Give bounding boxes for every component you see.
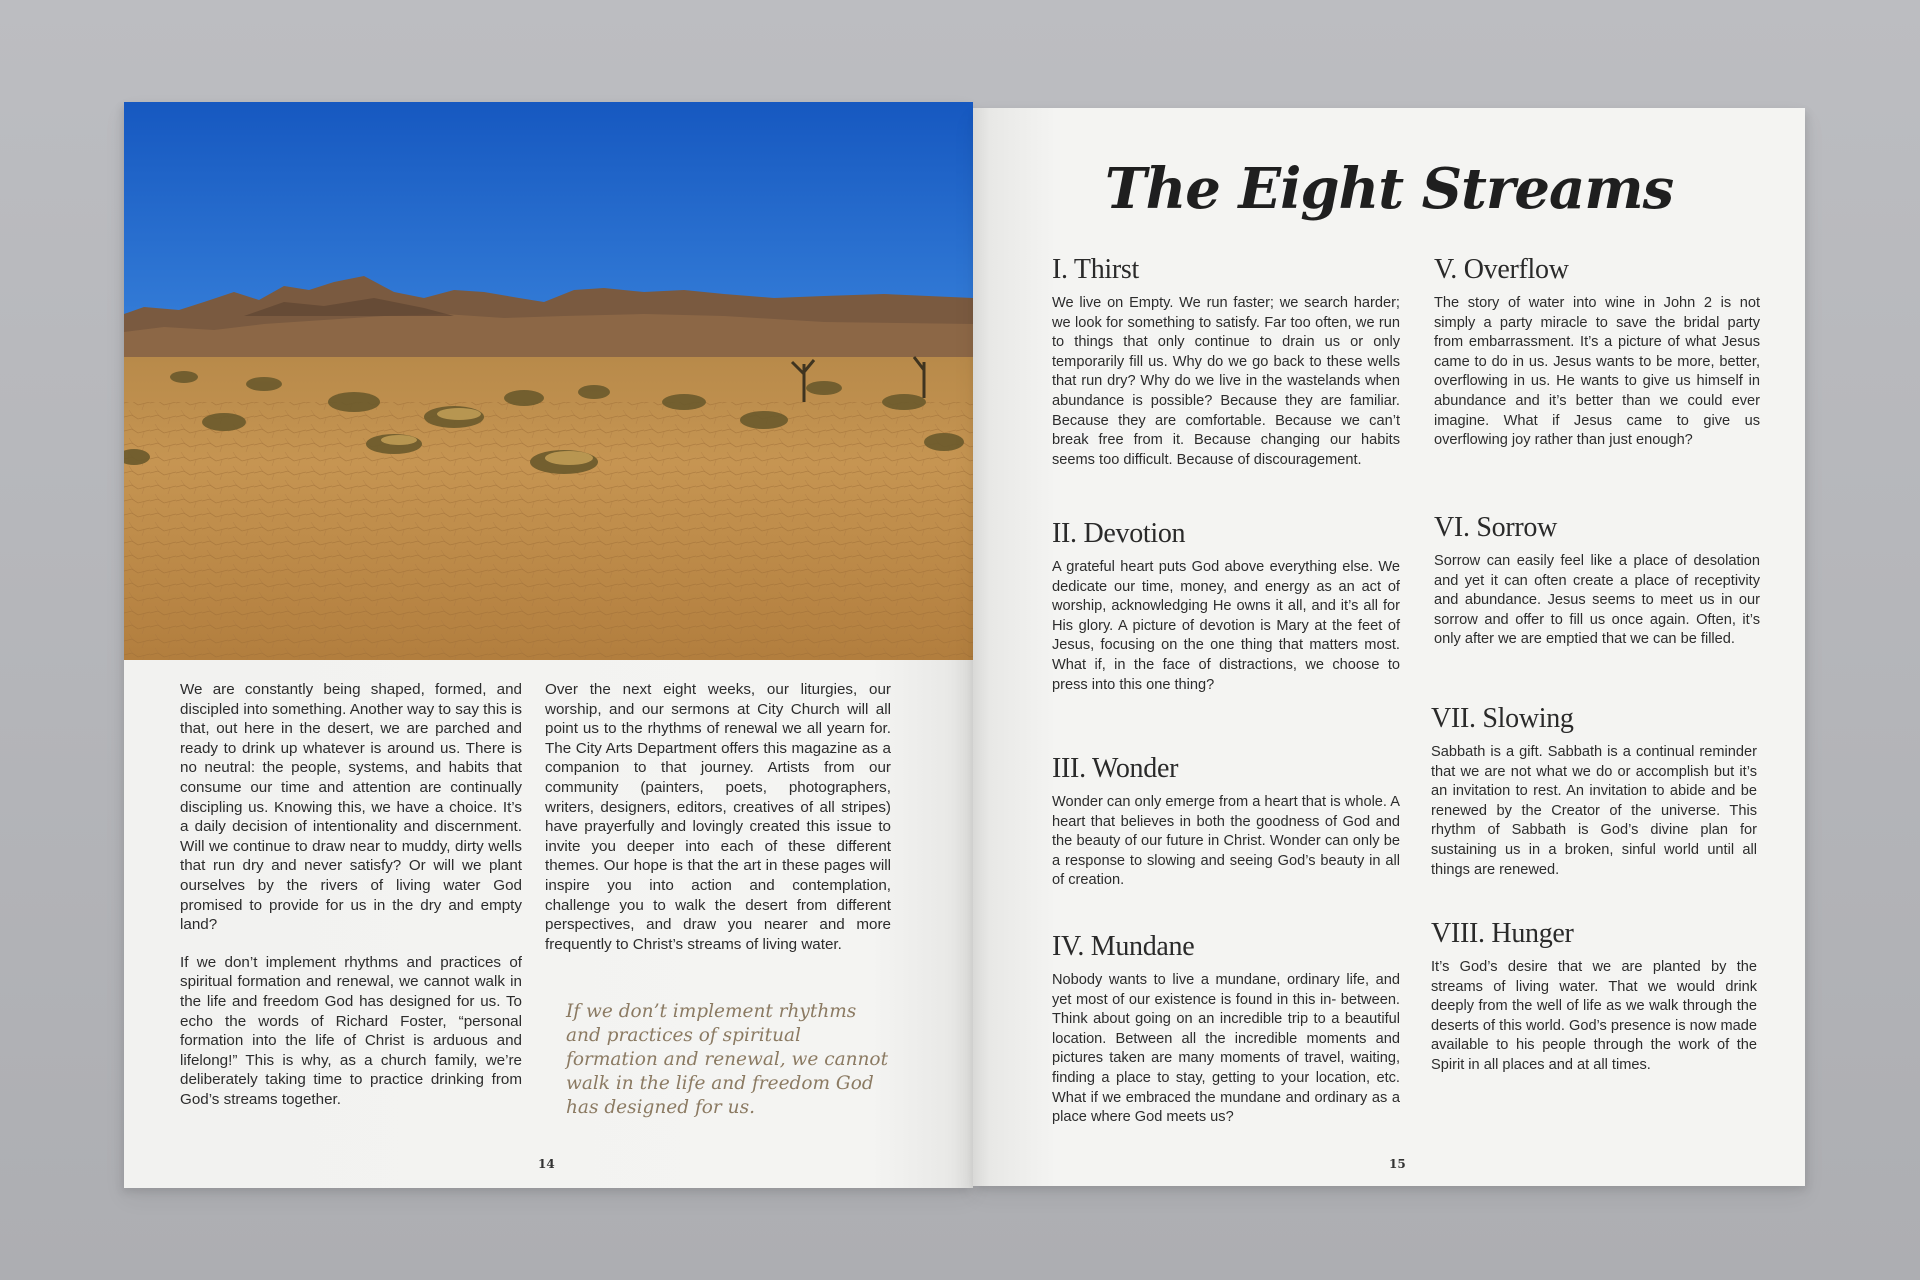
right-page xyxy=(973,108,1805,1186)
stream-heading: IV. Mundane xyxy=(1052,931,1195,962)
stream-heading: I. Thirst xyxy=(1052,254,1140,285)
stream-heading: V. Overflow xyxy=(1434,254,1569,285)
left-column-1 xyxy=(180,680,522,1127)
left-col1-paragraph-2: If we don’t implement rhythms and practices of spiritual formation and renewal, we cannot walk in the life and freedom God has designed for us. To echo the words of Richard Foster, “personal formation into the life of Christ is arduous and lifelong!” This is why, as a church family, we’re deliberately taking time to practice drinking from God’s streams together. xyxy=(180,953,522,1108)
stream-heading: II. Devotion xyxy=(1052,518,1186,549)
stream-sorrow xyxy=(1434,512,1760,650)
desert-photo xyxy=(124,102,973,660)
left-page xyxy=(124,102,973,1188)
stream-thirst xyxy=(1052,254,1400,470)
left-column-2 xyxy=(545,680,891,972)
stream-body: Sabbath is a gift. Sabbath is a continual reminder that we are not what we do or accomplish but it’s an invitation to rest. An invitation to abide and be renewed by the Creator of the universe. This rhythm of Sabbath is God’s divine plan for sustaining us in a broken, sinful world until all things are renewed. xyxy=(1431,744,1757,878)
pull-quote: If we don’t implement rhythms and practices of spiritual formation and renewal, we cannot walk in the life and freedom God has designed for us. xyxy=(566,1001,889,1118)
stream-heading: VII. Slowing xyxy=(1431,703,1574,734)
page-title: The Eight Streams xyxy=(1104,156,1674,222)
stream-hunger xyxy=(1431,918,1757,1076)
page-number-left: 14 xyxy=(538,1157,555,1171)
stream-heading: VI. Sorrow xyxy=(1434,512,1557,543)
stream-heading: III. Wonder xyxy=(1052,753,1179,784)
page-number-right: 15 xyxy=(1389,1157,1406,1171)
stream-overflow xyxy=(1434,254,1760,451)
stream-slowing xyxy=(1431,703,1757,880)
stream-body: It’s God’s desire that we are planted by the streams of living water. That we would drink deeply from the well of life as we walk through the deserts of this world. God’s presence is now made available to his people through the work of the Spirit in all places and at all times. xyxy=(1431,959,1757,1073)
left-col1-paragraph-1: We are constantly being shaped, formed, and discipled into something. Another way to say this is that, out here in the desert, we are parched and ready to drink up whatever is around us. There is no neutral: the people, systems, and habits that consume our time and attention are continually discipling us. Knowing this, we have a choice. It’s a daily decision of intentionality and discernment. Will we continue to draw near to muddy, dirty wells that run dry and never satisfy? Or will we plant ourselves by the rivers of living water God promised to provide for us in the dry and empty land? xyxy=(180,681,522,934)
stream-body: Sorrow can easily feel like a place of desolation and yet it can often create a place of receptivity and abundance. Jesus seems to meet us in our sorrow and offer to fill us once again. Often, it’s only after we are emptied that we can be filled. xyxy=(1434,553,1760,648)
stream-devotion xyxy=(1052,518,1400,695)
stream-body: Nobody wants to live a mundane, ordinary life, and yet most of our existence is found in this in- between. Think about going on an incredible trip to a beautiful location. Between all the incredible moments and pictures taken are many moments of travel, waiting, finding a place to stay, getting to your location, etc. What if we embraced the mundane and ordinary as a place where God meets us? xyxy=(1052,972,1400,1126)
stream-body: A grateful heart puts God above everything else. We dedicate our time, money, and energy as an act of worship, acknowledging He owns it all, and it’s all for His glory. A picture of devotion is Mary at the feet of Jesus, focusing on the one thing that matters most. What if, in the face of distractions, we choose to press into this one thing? xyxy=(1052,559,1400,693)
stream-body: Wonder can only emerge from a heart that is whole. A heart that believes in both the goodness of God and the beauty of our future in Christ. Wonder can only be a response to slowing and seeing God’s beauty in all of creation. xyxy=(1052,794,1400,889)
stream-body: We live on Empty. We run faster; we search harder; we look for something to satisfy. Far too often, we run to things that only continue to drain us or only temporarily fill us. Why do we go back to these wells that run dry? Why do we live in the wastelands when abundance is possible? Because they are familiar. Because they are comfortable. Because we can’t break free from it. Because changing our habits seems too difficult. Because of discouragement. xyxy=(1052,295,1400,468)
stream-body: The story of water into wine in John 2 is not simply a party miracle to save the bridal party from embarrassment. It’s a picture of what Jesus came to do in us. Jesus wants to be more, better, overflowing in us. He wants to give us himself in abundance and it’s better than we could ever imagine. What if Jesus came to give us overflowing joy rather than just enough? xyxy=(1434,295,1760,449)
left-col2-paragraph-1: Over the next eight weeks, our liturgies, our worship, and our sermons at City Church will all point us to the rhythms of renewal we all yearn for. The City Arts Department offers this magazine as a companion to that journey. Artists from our community (painters, poets, photographers, writers, designers, editors, creatives of all stripes) have prayerfully and lovingly created this issue to invite you deeper into each of these different themes. Our hope is that the art in these pages will inspire you into action and contemplation, challenge you to walk the desert from different perspectives, and draw you nearer and more frequently to Christ’s streams of living water. xyxy=(545,681,891,953)
stream-heading: VIII. Hunger xyxy=(1431,918,1574,949)
stream-mundane xyxy=(1052,931,1400,1128)
stream-wonder xyxy=(1052,753,1400,891)
